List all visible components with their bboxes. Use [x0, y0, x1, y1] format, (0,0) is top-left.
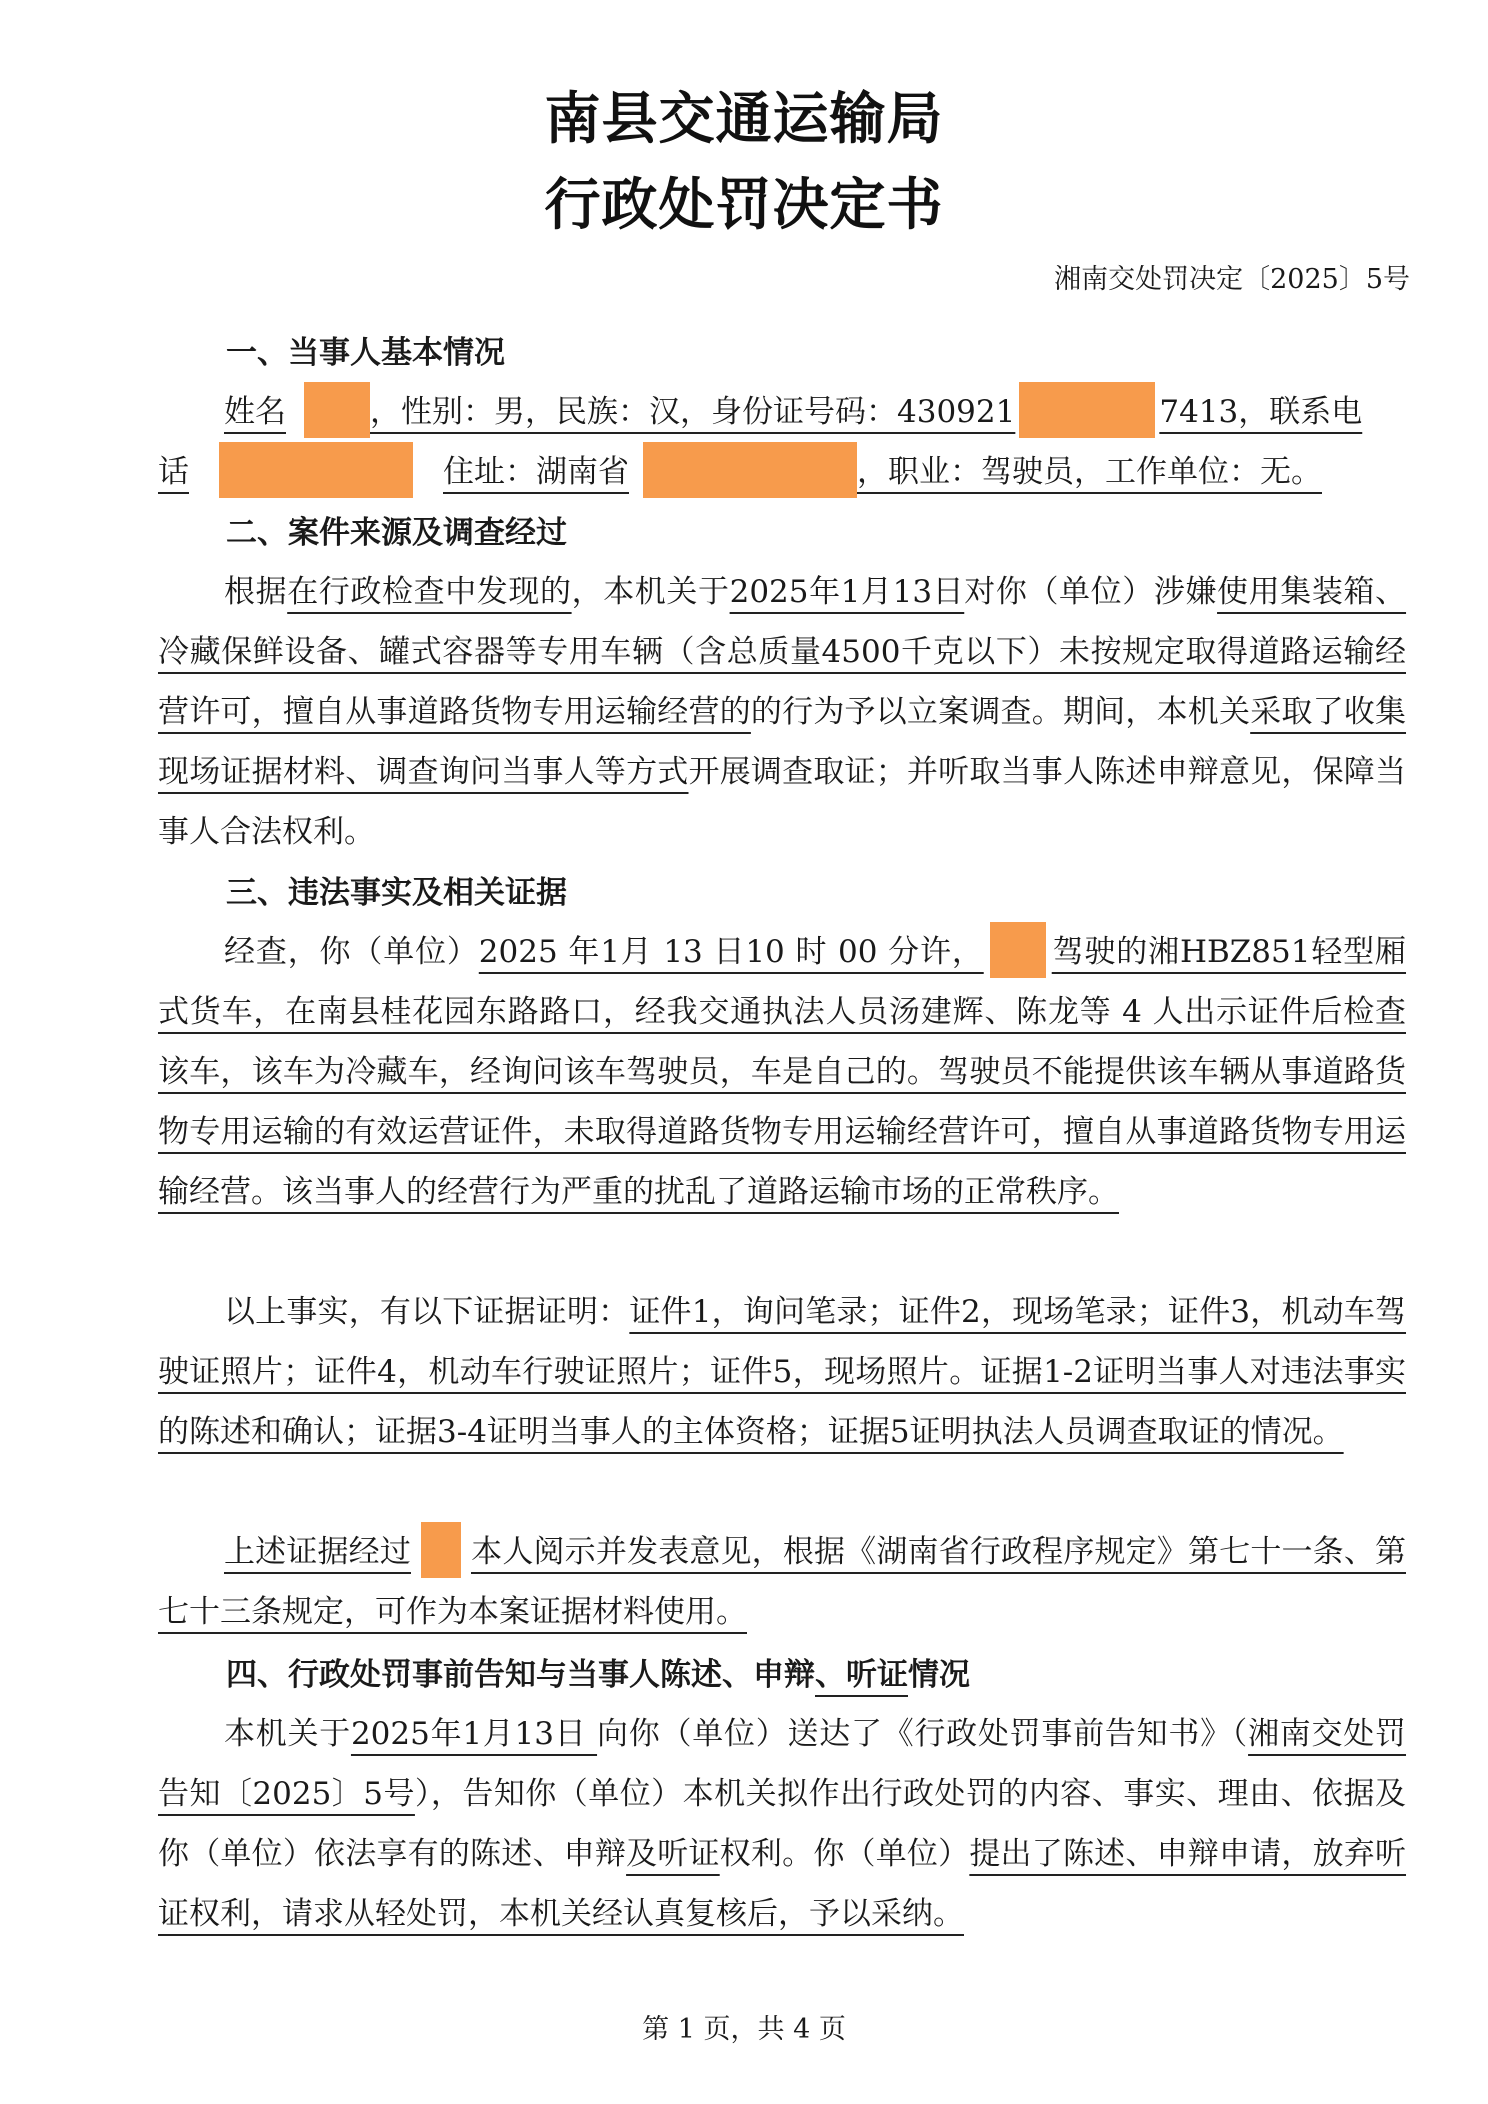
section-heading-party-info: 一、当事人基本情况 [226, 335, 505, 371]
redacted-phone [219, 442, 413, 498]
address-label: 住址：湖南省 [443, 454, 629, 490]
section-heading-violation-facts: 三、违法事实及相关证据 [226, 875, 567, 911]
redacted-driver-name [990, 922, 1046, 978]
evidence-confirmation-paragraph: 上述证据经过 本人阅示并发表意见，根据《湖南省行政程序规定》第七十一条、第七十三条规定，可作为本案证据材料使用。 [158, 1522, 1406, 1642]
gender-ethnicity-id: ，性别：男，民族：汉，身份证号码：430921 [370, 394, 1016, 430]
page-number: 第 1 页，共 4 页 [642, 2014, 846, 2045]
redacted-name [304, 382, 370, 438]
phone-label: 话 [158, 454, 189, 490]
occupation-employer: ，职业：驾驶员，工作单位：无。 [857, 454, 1322, 490]
document-title-type: 行政处罚决定书 [544, 173, 944, 238]
redacted-id-number [1019, 382, 1155, 438]
evidence-paragraph: 以上事实，有以下证据证明：证件1，询问笔录；证件2，现场笔录；证件3，机动车驾驶证照片；证件4，机动车行驶证照片；证件5，现场照片。证据1-2证明当事人对违法事实的陈述和确认；证据3-4证明当事人的主体资格；证据5证明执法人员调查取证的情况。 [158, 1294, 1407, 1450]
section-heading-case-source: 二、案件来源及调查经过 [226, 515, 567, 551]
section-heading-prior-notice: 四、行政处罚事前告知与当事人陈述、申辩、听证情况 [226, 1657, 970, 1693]
violation-facts-paragraph: 经查，你（单位）2025 年1月 13 日10 时 00 分许， 驾驶的湘HBZ851轻型厢式货车，在南县桂花园东路路口，经我交通执法人员汤建辉、陈龙等 4 人出示证件后检查该车，该车为冷藏车，经询问该车驾驶员，车是自己的。驾驶员不能提供该车辆从事道路货物专用运输的有效运营证件，未取得道路货物专用运输经营许可，擅自从事道路货物专用运输经营。该当事人的经营行为严重的扰乱了道路运输市场的正常秩序。 [158, 922, 1406, 1222]
case-source-paragraph: 根据在行政检查中发现的，本机关于2025年1月13日对你（单位）涉嫌使用集装箱、冷藏保鲜设备、罐式容器等专用车辆（含总质量4500千克以下）未按规定取得道路运输经营许可，擅自从事道路货物专用运输经营的的行为予以立案调查。期间，本机关采取了收集现场证据材料、调查询问当事人等方式开展调查取证；并听取当事人陈述申辩意见，保障当事人合法权利。 [158, 574, 1407, 850]
name-label: 姓名 [224, 394, 286, 430]
document-number: 湘南交处罚决定〔2025〕5号 [1054, 264, 1410, 295]
id-suffix: 7413，联系电 [1159, 394, 1363, 430]
party-info-line-2 [158, 442, 1406, 502]
redacted-party-name [421, 1522, 461, 1578]
document-title-agency: 南县交通运输局 [544, 87, 944, 152]
party-info-line-1 [158, 382, 1406, 442]
redacted-address [643, 442, 857, 498]
prior-notice-paragraph: 本机关于2025年1月13日 向你（单位）送达了《行政处罚事前告知书》（湘南交处罚告知〔2025〕5号），告知你（单位）本机关拟作出行政处罚的内容、事实、理由、依据及你（单位）依法享有的陈述、申辩及听证权利。你（单位）提出了陈述、申辩申请，放弃听证权利，请求从轻处罚，本机关经认真复核后，予以采纳。 [158, 1716, 1407, 1932]
